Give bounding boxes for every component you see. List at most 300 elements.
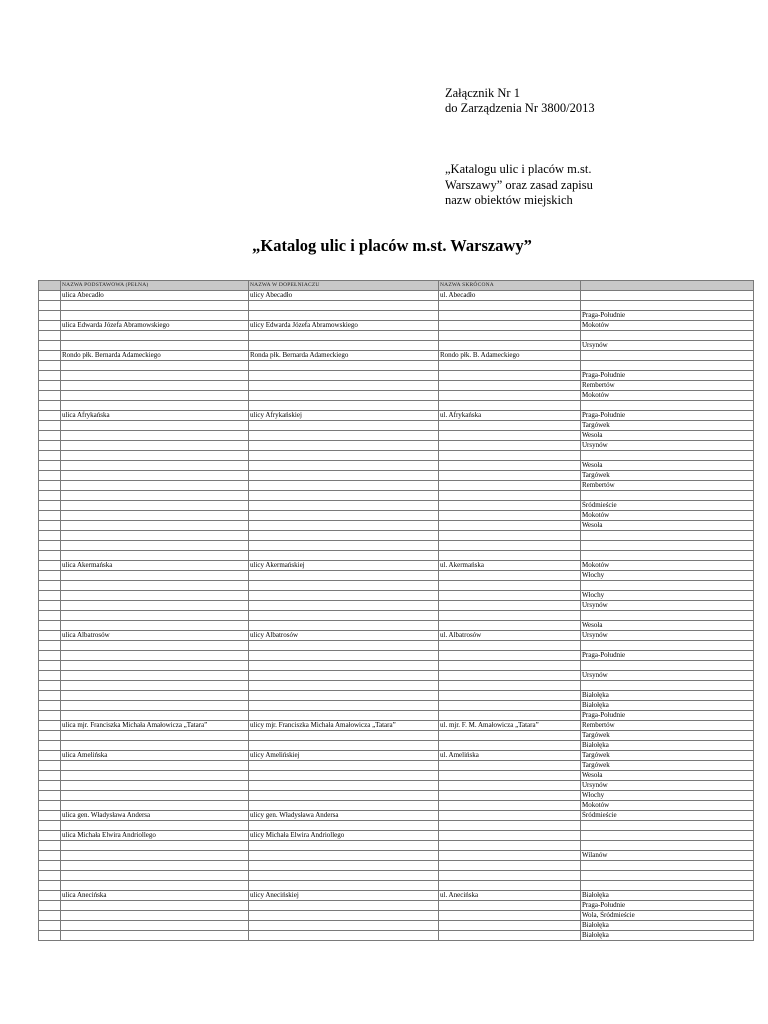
full-name-cell xyxy=(61,451,249,461)
district-cell xyxy=(581,581,754,591)
short-name-cell: ul. Anecińska xyxy=(439,891,581,901)
table-row xyxy=(39,791,754,801)
index-cell xyxy=(39,921,61,931)
full-name-cell xyxy=(61,491,249,501)
district-cell: Ursynów xyxy=(581,601,754,611)
short-name-cell: ul. Akermańska xyxy=(439,561,581,571)
index-cell xyxy=(39,341,61,351)
index-cell xyxy=(39,821,61,831)
index-cell xyxy=(39,911,61,921)
full-name-cell xyxy=(61,431,249,441)
table-row xyxy=(39,561,754,571)
short-name-cell xyxy=(439,501,581,511)
annex-ordinance: do Zarządzenia Nr 3800/2013 xyxy=(445,101,595,115)
table-row xyxy=(39,511,754,521)
district-cell: Rembertów xyxy=(581,721,754,731)
short-name-cell xyxy=(439,881,581,891)
full-name-cell xyxy=(61,901,249,911)
full-name-cell xyxy=(61,301,249,311)
genitive-name-cell xyxy=(249,661,439,671)
full-name-cell xyxy=(61,801,249,811)
full-name-cell xyxy=(61,521,249,531)
full-name-cell: ulica Edwarda Józefa Abramowskiego xyxy=(61,321,249,331)
district-cell: Targówek xyxy=(581,421,754,431)
table-row xyxy=(39,431,754,441)
index-cell xyxy=(39,891,61,901)
genitive-name-cell xyxy=(249,601,439,611)
table-row xyxy=(39,451,754,461)
table-row xyxy=(39,591,754,601)
short-name-cell xyxy=(439,431,581,441)
index-cell xyxy=(39,831,61,841)
short-name-cell xyxy=(439,461,581,471)
full-name-cell xyxy=(61,671,249,681)
district-cell: Praga-Południe xyxy=(581,311,754,321)
index-cell xyxy=(39,401,61,411)
genitive-name-cell xyxy=(249,641,439,651)
full-name-cell xyxy=(61,371,249,381)
district-cell: Wola, Śródmieście xyxy=(581,911,754,921)
district-cell: Białołęka xyxy=(581,701,754,711)
table-row xyxy=(39,651,754,661)
district-cell: Białołęka xyxy=(581,891,754,901)
index-cell xyxy=(39,431,61,441)
district-cell xyxy=(581,841,754,851)
index-cell xyxy=(39,311,61,321)
full-name-cell xyxy=(61,921,249,931)
full-name-cell: Rondo płk. Bernarda Adameckiego xyxy=(61,351,249,361)
index-cell xyxy=(39,541,61,551)
short-name-cell xyxy=(439,611,581,621)
short-name-cell xyxy=(439,681,581,691)
header-cell-district xyxy=(581,281,754,291)
short-name-cell xyxy=(439,341,581,351)
genitive-name-cell xyxy=(249,731,439,741)
short-name-cell xyxy=(439,821,581,831)
genitive-name-cell: ulicy Anecińskiej xyxy=(249,891,439,901)
table-row xyxy=(39,491,754,501)
table-row xyxy=(39,751,754,761)
table-row xyxy=(39,291,754,301)
full-name-cell xyxy=(61,341,249,351)
short-name-cell xyxy=(439,931,581,941)
index-cell xyxy=(39,581,61,591)
short-name-cell xyxy=(439,481,581,491)
table-row xyxy=(39,711,754,721)
genitive-name-cell xyxy=(249,391,439,401)
short-name-cell xyxy=(439,331,581,341)
index-cell xyxy=(39,371,61,381)
full-name-cell: ulica Albatrosów xyxy=(61,631,249,641)
district-cell xyxy=(581,861,754,871)
table-row xyxy=(39,731,754,741)
district-cell xyxy=(581,881,754,891)
district-cell: Włochy xyxy=(581,791,754,801)
short-name-cell xyxy=(439,451,581,461)
genitive-name-cell xyxy=(249,881,439,891)
index-cell xyxy=(39,561,61,571)
full-name-cell: ulica Michała Elwira Andriollego xyxy=(61,831,249,841)
genitive-name-cell: Ronda płk. Bernarda Adameckiego xyxy=(249,351,439,361)
district-cell: Ursynów xyxy=(581,441,754,451)
annex-subject-line-2: Warszawy” oraz zasad zapisu xyxy=(445,177,593,192)
index-cell xyxy=(39,851,61,861)
full-name-cell xyxy=(61,781,249,791)
district-cell xyxy=(581,551,754,561)
short-name-cell xyxy=(439,391,581,401)
short-name-cell: ul. mjr. F. M. Amałowicza „Tatara” xyxy=(439,721,581,731)
district-cell: Wesoła xyxy=(581,461,754,471)
index-cell xyxy=(39,501,61,511)
district-cell xyxy=(581,641,754,651)
short-name-cell xyxy=(439,371,581,381)
district-cell: Wesoła xyxy=(581,771,754,781)
short-name-cell xyxy=(439,691,581,701)
table-row xyxy=(39,781,754,791)
table-row xyxy=(39,671,754,681)
district-cell: Białołęka xyxy=(581,741,754,751)
index-cell xyxy=(39,351,61,361)
full-name-cell xyxy=(61,421,249,431)
table-row xyxy=(39,601,754,611)
district-cell xyxy=(581,491,754,501)
index-cell xyxy=(39,551,61,561)
genitive-name-cell xyxy=(249,851,439,861)
table-row xyxy=(39,661,754,671)
full-name-cell xyxy=(61,461,249,471)
index-cell xyxy=(39,521,61,531)
table-row xyxy=(39,581,754,591)
district-cell: Wesoła xyxy=(581,621,754,631)
table-row xyxy=(39,891,754,901)
annex-number: Załącznik Nr 1 xyxy=(445,86,520,100)
table-row xyxy=(39,841,754,851)
genitive-name-cell xyxy=(249,341,439,351)
index-cell xyxy=(39,421,61,431)
short-name-cell xyxy=(439,441,581,451)
full-name-cell xyxy=(61,711,249,721)
full-name-cell xyxy=(61,731,249,741)
short-name-cell xyxy=(439,761,581,771)
genitive-name-cell: ulicy Akermańskiej xyxy=(249,561,439,571)
short-name-cell xyxy=(439,861,581,871)
index-cell xyxy=(39,301,61,311)
genitive-name-cell xyxy=(249,911,439,921)
genitive-name-cell xyxy=(249,331,439,341)
genitive-name-cell: ulicy gen. Władysława Andersa xyxy=(249,811,439,821)
table-row xyxy=(39,331,754,341)
genitive-name-cell xyxy=(249,481,439,491)
table-row xyxy=(39,631,754,641)
district-cell xyxy=(581,451,754,461)
table-row xyxy=(39,341,754,351)
short-name-cell xyxy=(439,601,581,611)
short-name-cell xyxy=(439,901,581,911)
index-cell xyxy=(39,381,61,391)
short-name-cell xyxy=(439,551,581,561)
full-name-cell xyxy=(61,571,249,581)
short-name-cell: ul. Abecadło xyxy=(439,291,581,301)
table-row xyxy=(39,621,754,631)
full-name-cell xyxy=(61,381,249,391)
district-cell xyxy=(581,331,754,341)
annex-reference xyxy=(445,86,745,116)
table-row xyxy=(39,301,754,311)
district-cell xyxy=(581,541,754,551)
full-name-cell xyxy=(61,821,249,831)
table-row xyxy=(39,691,754,701)
genitive-name-cell: ulicy Afrykańskiej xyxy=(249,411,439,421)
genitive-name-cell xyxy=(249,361,439,371)
short-name-cell xyxy=(439,541,581,551)
full-name-cell xyxy=(61,501,249,511)
genitive-name-cell xyxy=(249,371,439,381)
index-cell xyxy=(39,571,61,581)
short-name-cell xyxy=(439,741,581,751)
index-cell xyxy=(39,601,61,611)
full-name-cell: ulica Abecadło xyxy=(61,291,249,301)
district-cell: Ursynów xyxy=(581,671,754,681)
short-name-cell xyxy=(439,711,581,721)
table-row xyxy=(39,851,754,861)
table-row xyxy=(39,741,754,751)
index-cell xyxy=(39,411,61,421)
table-row xyxy=(39,611,754,621)
index-cell xyxy=(39,391,61,401)
index-cell xyxy=(39,461,61,471)
full-name-cell xyxy=(61,911,249,921)
short-name-cell xyxy=(439,651,581,661)
district-cell: Śródmieście xyxy=(581,501,754,511)
genitive-name-cell xyxy=(249,581,439,591)
genitive-name-cell xyxy=(249,701,439,711)
short-name-cell xyxy=(439,581,581,591)
index-cell xyxy=(39,641,61,651)
full-name-cell xyxy=(61,661,249,671)
genitive-name-cell xyxy=(249,521,439,531)
district-cell: Ursynów xyxy=(581,781,754,791)
table-row xyxy=(39,531,754,541)
short-name-cell xyxy=(439,791,581,801)
header-cell-short-name: NAZWA SKRÓCONA xyxy=(439,281,581,291)
genitive-name-cell xyxy=(249,791,439,801)
genitive-name-cell xyxy=(249,771,439,781)
table-row xyxy=(39,811,754,821)
genitive-name-cell xyxy=(249,651,439,661)
index-cell xyxy=(39,721,61,731)
district-cell: Białołęka xyxy=(581,691,754,701)
short-name-cell xyxy=(439,851,581,861)
index-cell xyxy=(39,331,61,341)
index-cell xyxy=(39,671,61,681)
table-row xyxy=(39,681,754,691)
district-cell: Mokotów xyxy=(581,321,754,331)
full-name-cell xyxy=(61,541,249,551)
index-cell xyxy=(39,291,61,301)
index-cell xyxy=(39,621,61,631)
full-name-cell xyxy=(61,361,249,371)
short-name-cell xyxy=(439,591,581,601)
table-row xyxy=(39,641,754,651)
index-cell xyxy=(39,511,61,521)
genitive-name-cell xyxy=(249,711,439,721)
full-name-cell xyxy=(61,651,249,661)
genitive-name-cell xyxy=(249,801,439,811)
table-row xyxy=(39,411,754,421)
table-row xyxy=(39,321,754,331)
table-row xyxy=(39,871,754,881)
genitive-name-cell xyxy=(249,621,439,631)
short-name-cell xyxy=(439,471,581,481)
table-row xyxy=(39,311,754,321)
table-row xyxy=(39,371,754,381)
index-cell xyxy=(39,841,61,851)
district-cell: Ursynów xyxy=(581,631,754,641)
table-row xyxy=(39,401,754,411)
annex-subject-line-3: nazw obiektów miejskich xyxy=(445,193,573,207)
short-name-cell xyxy=(439,421,581,431)
document-title xyxy=(0,236,768,256)
district-cell xyxy=(581,301,754,311)
header-cell-full-name: NAZWA PODSTAWOWA (PEŁNA) xyxy=(61,281,249,291)
district-cell: Włochy xyxy=(581,571,754,581)
index-cell xyxy=(39,861,61,871)
index-cell xyxy=(39,731,61,741)
genitive-name-cell: ulicy Amelińskiej xyxy=(249,751,439,761)
full-name-cell xyxy=(61,551,249,561)
district-cell xyxy=(581,871,754,881)
index-cell xyxy=(39,661,61,671)
genitive-name-cell xyxy=(249,821,439,831)
genitive-name-cell xyxy=(249,931,439,941)
district-cell: Targówek xyxy=(581,471,754,481)
short-name-cell xyxy=(439,841,581,851)
index-cell xyxy=(39,761,61,771)
table-row xyxy=(39,881,754,891)
index-cell xyxy=(39,751,61,761)
short-name-cell xyxy=(439,701,581,711)
district-cell: Wesoła xyxy=(581,521,754,531)
full-name-cell xyxy=(61,931,249,941)
genitive-name-cell xyxy=(249,591,439,601)
district-cell xyxy=(581,351,754,361)
table-row xyxy=(39,461,754,471)
short-name-cell xyxy=(439,361,581,371)
short-name-cell xyxy=(439,511,581,521)
genitive-name-cell xyxy=(249,861,439,871)
table-row xyxy=(39,391,754,401)
full-name-cell xyxy=(61,851,249,861)
genitive-name-cell xyxy=(249,451,439,461)
genitive-name-cell xyxy=(249,301,439,311)
full-name-cell xyxy=(61,331,249,341)
index-cell xyxy=(39,801,61,811)
district-cell: Białołęka xyxy=(581,921,754,931)
short-name-cell xyxy=(439,401,581,411)
district-cell xyxy=(581,831,754,841)
table-row xyxy=(39,481,754,491)
genitive-name-cell xyxy=(249,871,439,881)
district-cell: Mokotów xyxy=(581,801,754,811)
district-cell: Wilanów xyxy=(581,851,754,861)
index-cell xyxy=(39,901,61,911)
table-row xyxy=(39,351,754,361)
index-cell xyxy=(39,931,61,941)
short-name-cell xyxy=(439,831,581,841)
genitive-name-cell xyxy=(249,401,439,411)
district-cell: Rembertów xyxy=(581,481,754,491)
genitive-name-cell: ulicy Michała Elwira Andriollego xyxy=(249,831,439,841)
district-cell xyxy=(581,531,754,541)
index-cell xyxy=(39,691,61,701)
district-cell: Białołęka xyxy=(581,931,754,941)
table-row xyxy=(39,521,754,531)
full-name-cell: ulica mjr. Franciszka Michała Amałowicza „Tatara” xyxy=(61,721,249,731)
full-name-cell xyxy=(61,861,249,871)
genitive-name-cell xyxy=(249,691,439,701)
short-name-cell xyxy=(439,521,581,531)
genitive-name-cell xyxy=(249,551,439,561)
short-name-cell xyxy=(439,921,581,931)
short-name-cell xyxy=(439,311,581,321)
short-name-cell xyxy=(439,531,581,541)
district-cell: Praga-Południe xyxy=(581,651,754,661)
genitive-name-cell xyxy=(249,461,439,471)
full-name-cell xyxy=(61,881,249,891)
genitive-name-cell xyxy=(249,431,439,441)
full-name-cell: ulica Amelińska xyxy=(61,751,249,761)
table-row xyxy=(39,471,754,481)
index-cell xyxy=(39,491,61,501)
full-name-cell xyxy=(61,601,249,611)
genitive-name-cell xyxy=(249,781,439,791)
district-cell: Praga-Południe xyxy=(581,901,754,911)
full-name-cell xyxy=(61,871,249,881)
short-name-cell: Rondo płk. B. Adameckiego xyxy=(439,351,581,361)
genitive-name-cell xyxy=(249,681,439,691)
full-name-cell xyxy=(61,701,249,711)
index-cell xyxy=(39,771,61,781)
table-row xyxy=(39,831,754,841)
genitive-name-cell xyxy=(249,841,439,851)
genitive-name-cell xyxy=(249,741,439,751)
full-name-cell xyxy=(61,761,249,771)
full-name-cell xyxy=(61,591,249,601)
table-row xyxy=(39,861,754,871)
genitive-name-cell xyxy=(249,421,439,431)
full-name-cell xyxy=(61,511,249,521)
full-name-cell xyxy=(61,621,249,631)
full-name-cell xyxy=(61,741,249,751)
genitive-name-cell xyxy=(249,511,439,521)
table-header-row xyxy=(39,281,754,291)
index-cell xyxy=(39,791,61,801)
header-cell-genitive-name: NAZWA W DOPEŁNIACZU xyxy=(249,281,439,291)
table-row xyxy=(39,931,754,941)
genitive-name-cell: ulicy Edwarda Józefa Abramowskiego xyxy=(249,321,439,331)
index-cell xyxy=(39,711,61,721)
full-name-cell xyxy=(61,471,249,481)
table-row xyxy=(39,361,754,371)
table-row xyxy=(39,441,754,451)
full-name-cell xyxy=(61,581,249,591)
genitive-name-cell xyxy=(249,471,439,481)
full-name-cell xyxy=(61,681,249,691)
full-name-cell xyxy=(61,441,249,451)
index-cell xyxy=(39,811,61,821)
table-row xyxy=(39,571,754,581)
district-cell xyxy=(581,681,754,691)
